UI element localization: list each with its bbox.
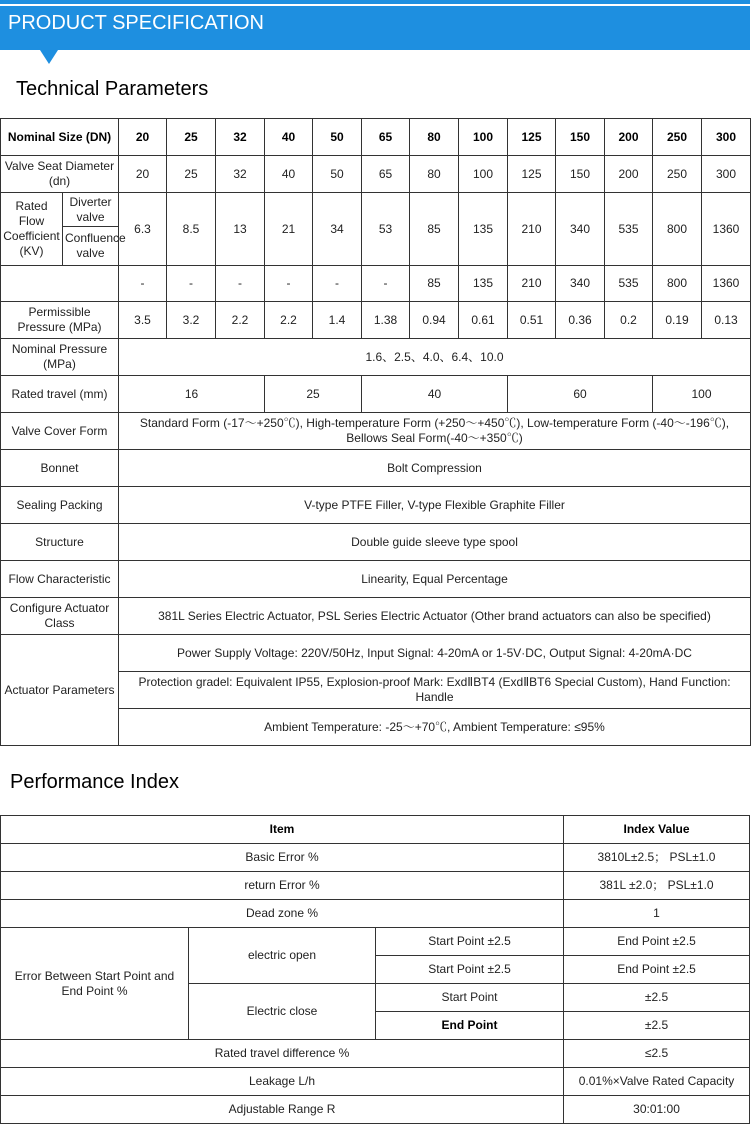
pressure-cell: 0.61 <box>459 302 508 339</box>
travel-difference-value: ≤2.5 <box>564 1040 750 1068</box>
bonnet-label: Bonnet <box>1 450 119 487</box>
open-end-point: End Point ±2.5 <box>564 928 750 956</box>
seat-cell: 250 <box>653 156 702 193</box>
structure-value: Double guide sleeve type spool <box>119 524 751 561</box>
travel-cell: 60 <box>508 376 653 413</box>
banner-top-line <box>0 0 750 4</box>
size-cell: 300 <box>702 119 751 156</box>
table-row <box>1 302 751 339</box>
electric-open-label: electric open <box>189 928 376 984</box>
bonnet-value: Bolt Compression <box>119 450 751 487</box>
size-cell: 40 <box>265 119 313 156</box>
item-header: Item <box>1 816 564 844</box>
technical-parameters-heading: Technical Parameters <box>16 78 209 100</box>
technical-parameters-table <box>0 118 751 746</box>
diverter-cell: 8.5 <box>167 193 216 266</box>
travel-difference-label: Rated travel difference % <box>1 1040 564 1068</box>
seat-cell: 80 <box>410 156 459 193</box>
confluence-cell: - <box>362 266 410 302</box>
pressure-cell: 2.2 <box>216 302 265 339</box>
diverter-cell: 21 <box>265 193 313 266</box>
seat-cell: 20 <box>119 156 167 193</box>
size-cell: 32 <box>216 119 265 156</box>
table-row <box>1 900 750 928</box>
table-row <box>1 598 751 635</box>
size-cell: 200 <box>605 119 653 156</box>
pressure-cell: 2.2 <box>265 302 313 339</box>
actuator-class-value: 381L Series Electric Actuator, PSL Series Electric Actuator (Other brand actuators can also be specified) <box>119 598 751 635</box>
table-row <box>1 1068 750 1096</box>
close-start-value: ±2.5 <box>564 984 750 1012</box>
table-row <box>1 413 751 450</box>
table-row <box>1 524 751 561</box>
electric-close-label: Electric close <box>189 984 376 1040</box>
valve-cover-value: Standard Form (-17～+250℃), High-temperature Form (+250～+450℃), Low-temperature Form (-40～-196℃), Bellows Seal Form(-40～+350℃) <box>119 413 751 450</box>
section-banner <box>0 6 750 50</box>
size-cell: 150 <box>556 119 605 156</box>
close-end-point: End Point <box>376 1012 564 1040</box>
dead-zone-label: Dead zone % <box>1 900 564 928</box>
error-between-label: Error Between Start Point and End Point % <box>1 928 189 1040</box>
adjustable-range-value: 30:01:00 <box>564 1096 750 1124</box>
size-cell: 50 <box>313 119 362 156</box>
pressure-cell: 3.5 <box>119 302 167 339</box>
pressure-cell: 0.36 <box>556 302 605 339</box>
table-row <box>1 561 751 598</box>
flow-characteristic-value: Linearity, Equal Percentage <box>119 561 751 598</box>
flow-coefficient-label: Rated Flow Coefficient (KV) <box>1 193 63 266</box>
diverter-cell: 53 <box>362 193 410 266</box>
diverter-cell: 210 <box>508 193 556 266</box>
diverter-cell: 135 <box>459 193 508 266</box>
confluence-cell: 210 <box>508 266 556 302</box>
pressure-cell: 0.13 <box>702 302 751 339</box>
sealing-packing-label: Sealing Packing <box>1 487 119 524</box>
table-row <box>1 872 750 900</box>
pressure-cell: 0.94 <box>410 302 459 339</box>
size-cell: 25 <box>167 119 216 156</box>
table-row <box>1 119 751 156</box>
valve-cover-label: Valve Cover Form <box>1 413 119 450</box>
confluence-cell: 535 <box>605 266 653 302</box>
confluence-cell: 1360 <box>702 266 751 302</box>
diverter-cell: 1360 <box>702 193 751 266</box>
table-row <box>1 928 750 956</box>
seat-cell: 150 <box>556 156 605 193</box>
seat-cell: 25 <box>167 156 216 193</box>
table-row <box>1 193 751 227</box>
pressure-cell: 1.38 <box>362 302 410 339</box>
sealing-packing-value: V-type PTFE Filler, V-type Flexible Graphite Filler <box>119 487 751 524</box>
pressure-cell: 0.51 <box>508 302 556 339</box>
pressure-cell: 0.2 <box>605 302 653 339</box>
table-row <box>1 635 751 672</box>
basic-error-value: 3810L±2.5； PSL±1.0 <box>564 844 750 872</box>
actuator-ambient-value: Ambient Temperature: -25～+70℃, Ambient Temperature: ≤95% <box>119 709 751 746</box>
confluence-cell: - <box>313 266 362 302</box>
confluence-cell: 85 <box>410 266 459 302</box>
seat-cell: 40 <box>265 156 313 193</box>
actuator-class-label: Configure Actuator Class <box>1 598 119 635</box>
close-end-value: ±2.5 <box>564 1012 750 1040</box>
nominal-pressure-label: Nominal Pressure (MPa) <box>1 339 119 376</box>
table-row <box>1 266 751 302</box>
diverter-cell: 535 <box>605 193 653 266</box>
travel-cell: 16 <box>119 376 265 413</box>
open-start-point: Start Point ±2.5 <box>376 956 564 984</box>
return-error-value: 381L ±2.0； PSL±1.0 <box>564 872 750 900</box>
confluence-cell: 135 <box>459 266 508 302</box>
confluence-cell: 800 <box>653 266 702 302</box>
diverter-valve-label: Diverter valve <box>63 193 119 227</box>
diverter-cell: 340 <box>556 193 605 266</box>
size-cell: 20 <box>119 119 167 156</box>
permissible-pressure-label: Permissible Pressure (MPa) <box>1 302 119 339</box>
diverter-cell: 6.3 <box>119 193 167 266</box>
adjustable-range-label: Adjustable Range R <box>1 1096 564 1124</box>
size-cell: 100 <box>459 119 508 156</box>
open-end-point: End Point ±2.5 <box>564 956 750 984</box>
seat-cell: 50 <box>313 156 362 193</box>
confluence-cell: - <box>119 266 167 302</box>
size-cell: 65 <box>362 119 410 156</box>
seat-cell: 65 <box>362 156 410 193</box>
banner-arrow-icon <box>40 50 58 64</box>
size-cell: 80 <box>410 119 459 156</box>
structure-label: Structure <box>1 524 119 561</box>
confluence-cell: - <box>167 266 216 302</box>
pressure-cell: 1.4 <box>313 302 362 339</box>
diverter-cell: 800 <box>653 193 702 266</box>
performance-index-table <box>0 815 750 1124</box>
leakage-value: 0.01%×Valve Rated Capacity <box>564 1068 750 1096</box>
travel-cell: 40 <box>362 376 508 413</box>
close-start-point: Start Point <box>376 984 564 1012</box>
travel-cell: 100 <box>653 376 751 413</box>
rated-travel-label: Rated travel (mm) <box>1 376 119 413</box>
table-row <box>1 816 750 844</box>
diverter-cell: 85 <box>410 193 459 266</box>
return-error-label: return Error % <box>1 872 564 900</box>
actuator-parameters-label: Actuator Parameters <box>1 635 119 746</box>
table-row <box>1 156 751 193</box>
table-row <box>1 1040 750 1068</box>
banner-title: PRODUCT SPECIFICATION <box>8 12 264 34</box>
confluence-cell: - <box>265 266 313 302</box>
table-row <box>1 487 751 524</box>
seat-diameter-label: Valve Seat Diameter (dn) <box>1 156 119 193</box>
table-row <box>1 339 751 376</box>
open-start-point: Start Point ±2.5 <box>376 928 564 956</box>
seat-cell: 100 <box>459 156 508 193</box>
flow-characteristic-label: Flow Characteristic <box>1 561 119 598</box>
seat-cell: 200 <box>605 156 653 193</box>
pressure-cell: 0.19 <box>653 302 702 339</box>
seat-cell: 32 <box>216 156 265 193</box>
leakage-label: Leakage L/h <box>1 1068 564 1096</box>
size-cell: 250 <box>653 119 702 156</box>
performance-index-heading: Performance Index <box>10 771 179 793</box>
index-value-header: Index Value <box>564 816 750 844</box>
table-row <box>1 844 750 872</box>
confluence-valve-label: Confluence valve <box>63 227 119 266</box>
table-row <box>1 450 751 487</box>
confluence-cell: 340 <box>556 266 605 302</box>
confluence-empty-label <box>1 266 119 302</box>
size-cell: 125 <box>508 119 556 156</box>
seat-cell: 125 <box>508 156 556 193</box>
pressure-cell: 3.2 <box>167 302 216 339</box>
actuator-power-value: Power Supply Voltage: 220V/50Hz, Input Signal: 4-20mA or 1-5V·DC, Output Signal: 4-20mA·DC <box>119 635 751 672</box>
table-row <box>1 1096 750 1124</box>
dead-zone-value: 1 <box>564 900 750 928</box>
confluence-cell: - <box>216 266 265 302</box>
seat-cell: 300 <box>702 156 751 193</box>
diverter-cell: 34 <box>313 193 362 266</box>
table-row <box>1 376 751 413</box>
nominal-pressure-value: 1.6、2.5、4.0、6.4、10.0 <box>119 339 751 376</box>
nominal-size-label: Nominal Size (DN) <box>1 119 119 156</box>
actuator-protection-value: Protection gradel: Equivalent IP55, Explosion-proof Mark: ExdⅡBT4 (ExdⅡBT6 Special Custom), Hand Function: Handle <box>119 672 751 709</box>
diverter-cell: 13 <box>216 193 265 266</box>
travel-cell: 25 <box>265 376 362 413</box>
basic-error-label: Basic Error % <box>1 844 564 872</box>
